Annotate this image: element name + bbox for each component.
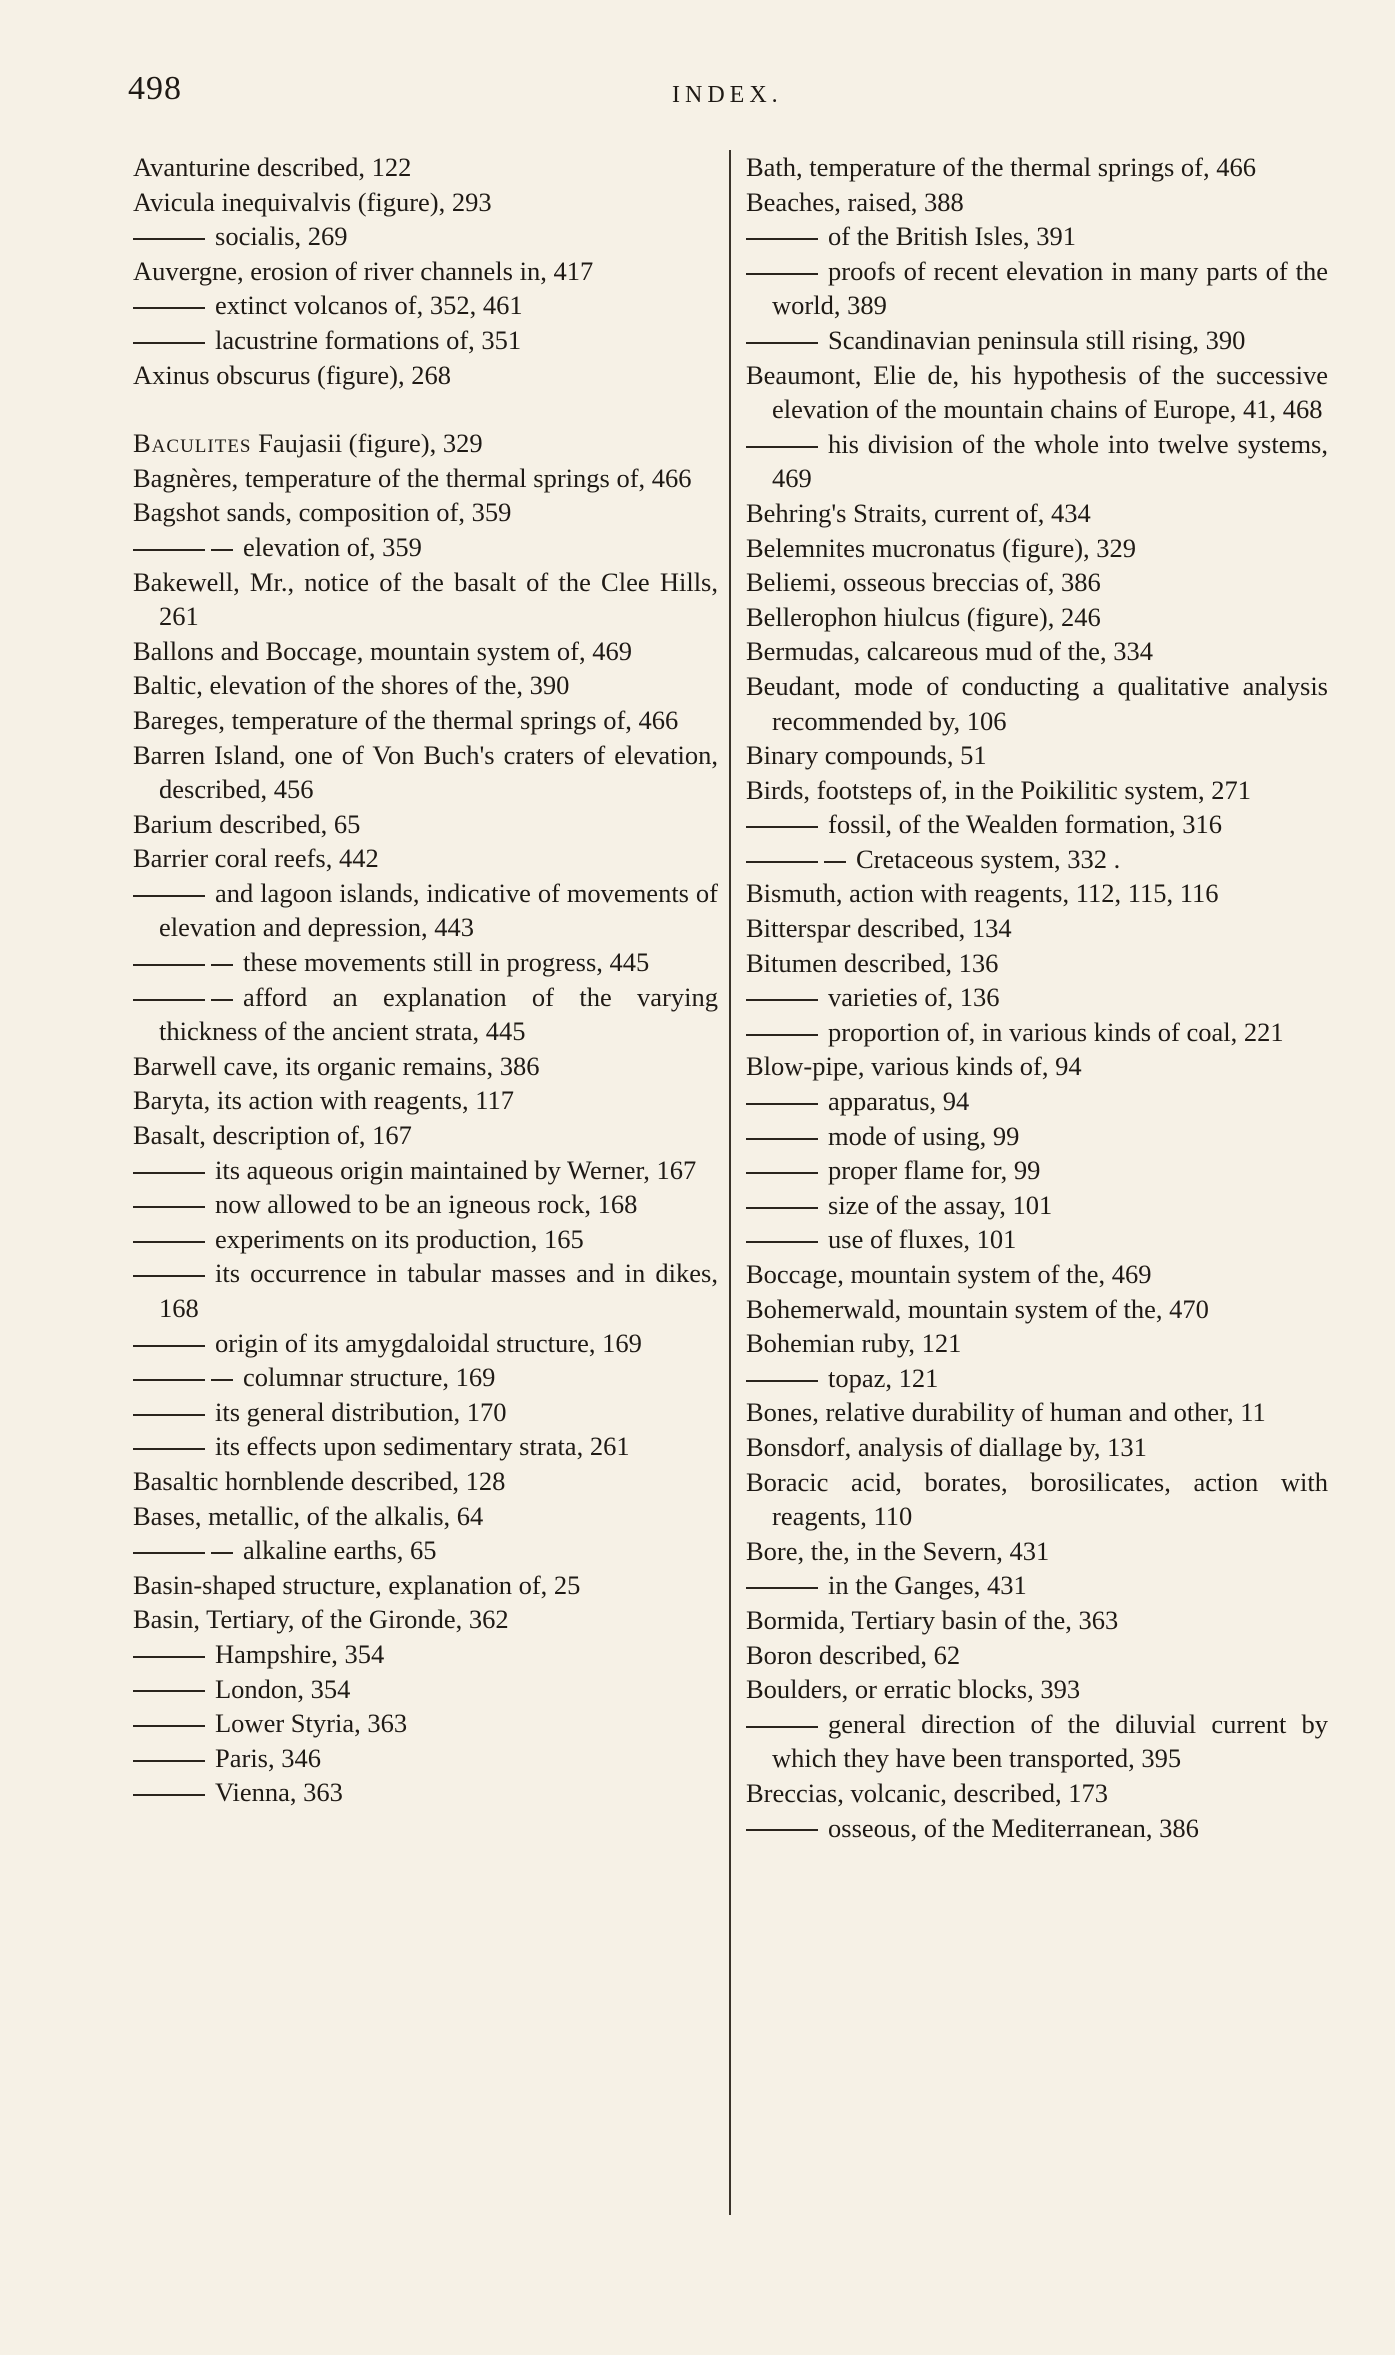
index-subentry [133, 1187, 718, 1222]
index-subentry [133, 1533, 718, 1568]
entry-text: Basin-shaped structure, explanation of, 25 [133, 1569, 581, 1600]
index-entry [746, 1776, 1328, 1811]
entry-text: Basin, Tertiary, of the Gironde, 362 [133, 1604, 509, 1635]
entry-text: Breccias, volcanic, described, 173 [746, 1777, 1109, 1808]
ditto-dash [133, 1760, 205, 1762]
ditto-dash [746, 1103, 818, 1105]
index-entry [133, 150, 718, 185]
entry-text: alkaline earths, 65 [243, 1535, 437, 1566]
index-subentry [746, 1153, 1328, 1188]
ditto-dash [133, 1656, 205, 1658]
ditto-dash [133, 1241, 205, 1243]
ditto-dash-secondary [211, 1379, 233, 1381]
entry-text: Bones, relative durability of human and other, 11 [746, 1397, 1266, 1428]
entry-text: proper flame for, 99 [828, 1155, 1041, 1186]
index-entry [746, 1049, 1328, 1084]
index-entry [133, 1602, 718, 1637]
index-entry [746, 358, 1328, 427]
entry-text: Vienna, 363 [215, 1777, 343, 1808]
entry-text: Beaches, raised, 388 [746, 186, 964, 217]
ditto-dash [133, 1725, 205, 1727]
entry-text: elevation of, 359 [243, 531, 422, 562]
index-subentry [746, 219, 1328, 254]
entry-heading-smallcaps: Baculites [133, 428, 252, 459]
entry-text: Bellerophon hiulcus (figure), 246 [746, 601, 1101, 632]
index-subentry [746, 1084, 1328, 1119]
index-subentry [133, 1672, 718, 1707]
index-subentry [746, 323, 1328, 358]
index-entry [746, 1465, 1328, 1534]
ditto-dash-secondary [211, 1552, 233, 1554]
entry-text: Avanturine described, 122 [133, 152, 412, 182]
index-subentry [746, 980, 1328, 1015]
index-entry [746, 773, 1328, 808]
entry-text: Basaltic hornblende described, 128 [133, 1465, 506, 1496]
index-subentry [133, 1775, 718, 1810]
ditto-dash [746, 238, 818, 240]
entry-text: Boccage, mountain system of the, 469 [746, 1259, 1152, 1289]
index-entry [133, 738, 718, 807]
entry-text: its aqueous origin maintained by Werner, 167 [215, 1154, 697, 1185]
ditto-dash-secondary [211, 999, 233, 1001]
index-column-right [746, 150, 1328, 1845]
index-entry [133, 461, 718, 496]
index-entry [746, 150, 1328, 185]
entry-text: Bonsdorf, analysis of diallage by, 131 [746, 1431, 1147, 1462]
index-entry [746, 634, 1328, 669]
page-header [128, 70, 1328, 120]
entry-text: Hampshire, 354 [215, 1638, 385, 1669]
index-subentry [133, 1429, 718, 1464]
entry-text: Bohemerwald, mountain system of the, 470 [746, 1293, 1209, 1324]
entry-text: topaz, 121 [828, 1362, 939, 1393]
entry-text: these movements still in progress, 445 [243, 947, 650, 978]
entry-text: Bath, temperature of the thermal springs of, 466 [746, 152, 1256, 182]
index-entry [746, 496, 1328, 531]
entry-text: of the British Isles, 391 [828, 221, 1077, 252]
ditto-dash [746, 1829, 818, 1831]
entry-text: Barwell cave, its organic remains, 386 [133, 1050, 540, 1081]
section-gap [133, 392, 718, 426]
index-entry [746, 565, 1328, 600]
index-subentry [133, 1326, 718, 1361]
ditto-dash [133, 1794, 205, 1796]
column-divider [729, 150, 731, 2215]
entry-text: Blow-pipe, various kinds of, 94 [746, 1051, 1082, 1082]
ditto-dash [133, 1448, 205, 1450]
entry-text: its occurrence in tabular masses and in dikes, 168 [159, 1258, 718, 1323]
entry-text: Paris, 346 [215, 1742, 321, 1773]
index-subentry [133, 1153, 718, 1188]
entry-text: Barium described, 65 [133, 808, 361, 839]
index-entry [746, 1292, 1328, 1327]
entry-text: Boulders, or erratic blocks, 393 [746, 1674, 1081, 1705]
index-entry [746, 1638, 1328, 1673]
entry-text: mode of using, 99 [828, 1120, 1020, 1151]
index-subentry [133, 530, 718, 565]
entry-text: Cretaceous system, 332 . [856, 843, 1121, 874]
index-subentry [133, 1360, 718, 1395]
index-entry [133, 254, 718, 289]
index-entry [746, 600, 1328, 635]
entry-text: use of fluxes, 101 [828, 1224, 1017, 1255]
entry-text: Bitterspar described, 134 [746, 913, 1012, 944]
index-entry [746, 1430, 1328, 1465]
index-subentry [746, 1188, 1328, 1223]
index-subentry [746, 1015, 1328, 1050]
index-entry [746, 1534, 1328, 1569]
index-entry [746, 185, 1328, 220]
index-subentry [133, 1256, 718, 1325]
index-entry [133, 1118, 718, 1153]
entry-text: now allowed to be an igneous rock, 168 [215, 1189, 638, 1220]
index-subentry [746, 807, 1328, 842]
entry-text: lacustrine formations of, 351 [215, 324, 522, 355]
entry-text: Bohemian ruby, 121 [746, 1328, 962, 1359]
index-subentry [133, 288, 718, 323]
index-entry [133, 841, 718, 876]
ditto-dash [133, 1552, 205, 1554]
entry-text: Barrier coral reefs, 442 [133, 843, 379, 874]
entry-text: Binary compounds, 51 [746, 740, 987, 771]
ditto-dash [133, 1172, 205, 1174]
index-subentry [133, 1395, 718, 1430]
entry-text: proportion of, in various kinds of coal, 221 [828, 1016, 1284, 1047]
entry-text: socialis, 269 [215, 221, 348, 252]
index-subentry [133, 1637, 718, 1672]
entry-text: Bareges, temperature of the thermal springs of, 466 [133, 704, 679, 735]
entry-text: Bitumen described, 136 [746, 947, 999, 978]
entry-text: Behring's Straits, current of, 434 [746, 497, 1091, 528]
ditto-dash [746, 1380, 818, 1382]
ditto-dash-secondary [211, 549, 233, 551]
index-entry [133, 1499, 718, 1534]
index-subentry [746, 1119, 1328, 1154]
entry-text: columnar structure, 169 [243, 1362, 496, 1393]
index-entry [746, 911, 1328, 946]
index-subentry [746, 1811, 1328, 1846]
index-entry [133, 1464, 718, 1499]
index-subentry [133, 323, 718, 358]
entry-text: its effects upon sedimentary strata, 261 [215, 1431, 630, 1462]
entry-text: Bismuth, action with reagents, 112, 115, 116 [746, 878, 1219, 909]
ditto-dash [746, 1172, 818, 1174]
entry-text: his division of the whole into twelve systems, 469 [772, 428, 1328, 494]
entry-text: proofs of recent elevation in many parts of the world, 389 [772, 255, 1328, 321]
entry-text: osseous, of the Mediterranean, 386 [828, 1812, 1199, 1843]
index-column-left [133, 150, 718, 1810]
entry-text: fossil, of the Wealden formation, 316 [828, 809, 1223, 840]
index-subentry [133, 945, 718, 980]
index-subentry [746, 1568, 1328, 1603]
entry-text: Bermudas, calcareous mud of the, 334 [746, 636, 1153, 667]
entry-text: varieties of, 136 [828, 982, 1000, 1013]
entry-text: its general distribution, 170 [215, 1396, 507, 1427]
ditto-dash [746, 1726, 818, 1728]
entry-text: and lagoon islands, indicative of movements of elevation and depression, 443 [159, 877, 718, 943]
entry-text: Beaumont, Elie de, his hypothesis of the successive elevation of the mountain chains of Europe, 41, 468 [746, 359, 1328, 425]
entry-text: Barren Island, one of Von Buch's craters of elevation, described, 456 [133, 739, 718, 805]
index-entry [746, 1672, 1328, 1707]
entry-text: Boracic acid, borates, borosilicates, action with reagents, 110 [746, 1466, 1328, 1532]
index-subentry [746, 842, 1328, 877]
entry-text: Bagshot sands, composition of, 359 [133, 497, 512, 528]
ditto-dash [133, 1690, 205, 1692]
entry-text: Belemnites mucronatus (figure), 329 [746, 532, 1137, 563]
ditto-dash [133, 238, 205, 240]
index-subentry [746, 427, 1328, 496]
index-entry [746, 1395, 1328, 1430]
index-entry [133, 426, 718, 461]
index-entry [133, 807, 718, 842]
page-number: 498 [128, 70, 182, 107]
ditto-dash [746, 1034, 818, 1036]
index-subentry [746, 1361, 1328, 1396]
index-entry [133, 358, 718, 393]
entry-text: Avicula inequivalvis (figure), 293 [133, 186, 492, 217]
index-entry [133, 634, 718, 669]
entry-text: extinct volcanos of, 352, 461 [215, 290, 523, 321]
index-entry [133, 495, 718, 530]
index-subentry [133, 1741, 718, 1776]
ditto-dash [133, 342, 205, 344]
index-subentry [746, 1222, 1328, 1257]
entry-text: Beliemi, osseous breccias of, 386 [746, 567, 1101, 598]
entry-text: Bases, metallic, of the alkalis, 64 [133, 1500, 484, 1531]
index-subentry [746, 254, 1328, 323]
ditto-dash [746, 1587, 818, 1589]
entry-text: Bore, the, in the Severn, 431 [746, 1535, 1050, 1566]
index-entry [133, 1049, 718, 1084]
entry-text: London, 354 [215, 1673, 351, 1704]
ditto-dash [133, 999, 205, 1001]
index-entry [746, 946, 1328, 981]
index-entry [133, 1083, 718, 1118]
ditto-dash [746, 446, 818, 448]
entry-text: Faujasii (figure), 329 [251, 428, 483, 459]
entry-text: Scandinavian peninsula still rising, 390 [828, 324, 1246, 355]
ditto-dash [133, 307, 205, 309]
entry-text: Auvergne, erosion of river channels in, 417 [133, 255, 594, 286]
index-entry [746, 738, 1328, 773]
entry-text: Basalt, description of, 167 [133, 1120, 412, 1151]
entry-text: size of the assay, 101 [828, 1189, 1053, 1220]
ditto-dash [133, 1275, 205, 1277]
entry-text: Axinus obscurus (figure), 268 [133, 359, 451, 390]
running-head: INDEX. [672, 82, 783, 108]
entry-text: Bagnères, temperature of the thermal springs of, 466 [133, 462, 692, 493]
index-subentry [133, 1706, 718, 1741]
index-entry [746, 531, 1328, 566]
entry-text: apparatus, 94 [828, 1086, 970, 1117]
entry-text: Bormida, Tertiary basin of the, 363 [746, 1604, 1119, 1635]
index-entry [133, 565, 718, 634]
ditto-dash-secondary [824, 861, 846, 863]
entry-text: in the Ganges, 431 [828, 1570, 1027, 1601]
entry-text: experiments on its production, 165 [215, 1223, 584, 1254]
index-entry [133, 185, 718, 220]
ditto-dash-secondary [211, 964, 233, 966]
entry-text: Ballons and Boccage, mountain system of, 469 [133, 635, 632, 666]
index-subentry [133, 980, 718, 1049]
index-subentry [133, 219, 718, 254]
ditto-dash [133, 895, 205, 897]
entry-text: afford an explanation of the varying thickness of the ancient strata, 445 [159, 981, 718, 1047]
index-subentry [133, 876, 718, 945]
index-entry [746, 1257, 1328, 1292]
ditto-dash [133, 1206, 205, 1208]
ditto-dash [133, 1414, 205, 1416]
index-entry [746, 1326, 1328, 1361]
ditto-dash [133, 549, 205, 551]
entry-text: Birds, footsteps of, in the Poikilitic system, 271 [746, 774, 1251, 805]
ditto-dash [746, 1138, 818, 1140]
entry-text: general direction of the diluvial current by which they have been transported, 395 [772, 1708, 1328, 1774]
entry-text: Baltic, elevation of the shores of the, 390 [133, 670, 570, 701]
ditto-dash [133, 964, 205, 966]
ditto-dash [133, 1345, 205, 1347]
entry-text: Bakewell, Mr., notice of the basalt of the Clee Hills, 261 [133, 566, 718, 632]
index-entry [746, 876, 1328, 911]
ditto-dash [746, 273, 818, 275]
ditto-dash [746, 342, 818, 344]
index-entry [133, 703, 718, 738]
entry-text: Lower Styria, 363 [215, 1708, 408, 1739]
ditto-dash [746, 1207, 818, 1209]
ditto-dash [133, 1379, 205, 1381]
index-entry [133, 668, 718, 703]
ditto-dash [746, 826, 818, 828]
index-entry [133, 1568, 718, 1603]
index-subentry [133, 1222, 718, 1257]
ditto-dash [746, 861, 818, 863]
entry-text: Beudant, mode of conducting a qualitative analysis recommended by, 106 [746, 670, 1328, 736]
entry-text: origin of its amygdaloidal structure, 169 [215, 1327, 642, 1358]
index-entry [746, 1603, 1328, 1638]
ditto-dash [746, 1241, 818, 1243]
index-subentry [746, 1707, 1328, 1776]
ditto-dash [746, 999, 818, 1001]
entry-text: Baryta, its action with reagents, 117 [133, 1085, 514, 1116]
index-entry [746, 669, 1328, 738]
entry-text: Boron described, 62 [746, 1639, 961, 1670]
